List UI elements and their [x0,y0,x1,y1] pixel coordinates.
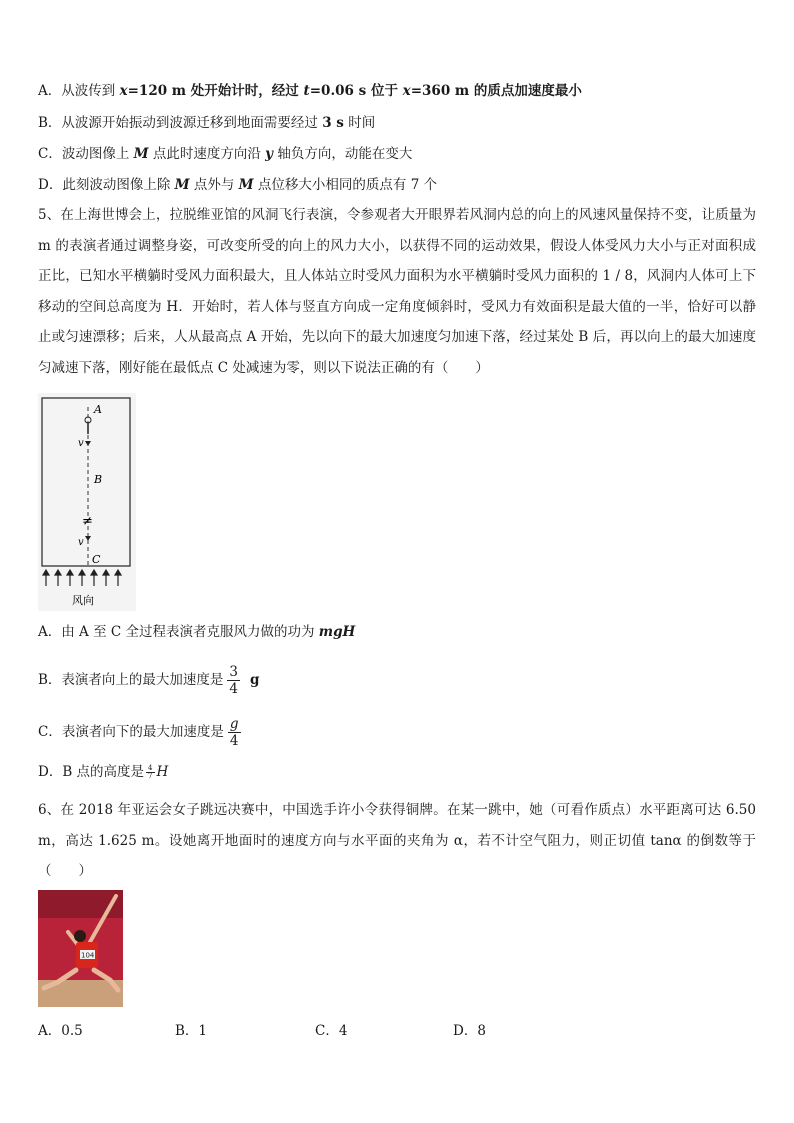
q4-d-var-m2: M [238,177,254,193]
q6-stem: 6、在 2018 年亚运会女子跳远决赛中，中国选手许小令获得铜牌。在某一跳中，她（可看作质点）水平距离可达 6.50 m，高达 1.625 m。设她离开地面时的速度方向与水平面的夹角为 α，若不计空气阻力，则正切值 tanα 的倒数等于（ ） [38,802,756,879]
performer-tilted-icon: ≠ [82,514,93,529]
q4-d-text-1: D．此刻波动图像上除 [38,177,175,193]
point-b-label: B [94,473,103,486]
q4-a-text-3: =0.06 s 位于 [309,83,403,99]
q4-c-text-1: C．波动图像上 [38,146,134,162]
q4-option-b [38,114,375,132]
q5-a-expr: mgH [318,624,356,640]
q5-c-numerator: g [229,716,239,732]
q4-a-var-x: x [119,83,128,99]
q6-option-c: C．4 [315,1023,348,1039]
q5-c-text: C．表演者向下的最大加速度是 [38,724,224,740]
long-jumper-image [38,890,123,1007]
q4-a-text-2: =120 m 处开始计时，经过 [127,83,304,99]
point-c-label: C [92,553,101,566]
q5-option-a [38,623,355,641]
q4-a-text-1: A．从波传到 [38,83,120,99]
point-a-label: A [94,403,102,416]
q5-d-denominator: 7 [148,772,153,780]
q4-a-text-4: =360 m 的质点加速度最小 [410,83,582,99]
q5-b-denominator: 4 [229,681,239,697]
q5-a-text: A．由 A 至 C 全过程表演者克服风力做的功为 [38,624,319,640]
q5-c-fraction [228,716,241,749]
q5-b-numerator: 3 [229,664,239,680]
q4-option-a [38,82,582,100]
q5-d-var-h: H [156,764,169,780]
q4-option-c [38,145,412,163]
q5-option-c [38,714,245,750]
q4-option-d [38,176,437,194]
q4-c-var-y: y [265,146,274,162]
q5-d-fraction [146,765,154,780]
q4-a-var-t: t [303,83,310,99]
velocity-label-2: v [78,537,84,548]
q6-option-a: A．0.5 [38,1023,83,1039]
q4-a-var-x2: x [402,83,411,99]
q4-d-text-2: 点外与 [189,177,239,193]
q5-d-text: D．B 点的高度是 [38,764,145,780]
q6-option-d: D．8 [453,1023,486,1039]
q4-c-text-3: 轴负方向，动能在变大 [273,146,413,162]
figure-background [38,393,136,611]
q5-b-unit: g [250,672,260,688]
q5-option-d [38,763,168,781]
long-jump-photo [38,890,123,1007]
velocity-label-1: v [78,438,84,449]
q5-c-denominator: 4 [229,733,239,749]
wind-tunnel-figure [38,393,136,611]
q4-d-text-3: 点位移大小相同的质点有 7 个 [253,177,438,193]
q5-b-fraction [227,664,240,697]
q5-b-text: B．表演者向上的最大加速度是 [38,672,224,688]
q4-c-var-m: M [133,146,149,162]
wind-direction-caption: 风向 [72,594,94,607]
q6-option-b: B．1 [175,1023,208,1039]
q5-d-numerator: 4 [148,764,153,772]
q4-b-text-1: B．从波源开始振动到波源迁移到地面需要经过 [38,115,323,131]
wind-tunnel-diagram [38,393,136,611]
q4-b-bold: 3 s [322,115,344,131]
q4-b-text-2: 时间 [343,115,376,131]
athlete-head-icon [74,930,86,942]
bib-number: 104 [81,951,95,960]
q4-c-text-2: 点此时速度方向沿 [148,146,266,162]
q5-stem: 5、在上海世博会上，拉脱维亚馆的风洞飞行表演，令参观者大开眼界若风洞内总的向上的风速风量保持不变，让质量为m 的表演者通过调整身姿，可改变所受的向上的风力大小，以获得不同的运动效果，假设人体受风力大小与正对面积成正比，已知水平横躺时受风力面积最大，且人体站立时受风力面积为水平横躺时受风力面积的 1 / 8，风洞内人体可上下移动的空间总高度为 H．开始时，若人体与竖直方向成一定角度倾斜时，受风力有效面积是最大值的一半，恰好可以静止或匀速漂移；后来，人从最高点 A 开始，先以向下的最大加速度匀加速下落，经过某处 B 后，再以向上的最大加速度匀减速下落，刚好能在最低点 C 处减速为零，则以下说法正确的有（ ） [38,207,756,376]
q5-option-b [38,662,259,698]
q4-d-var-m1: M [174,177,190,193]
